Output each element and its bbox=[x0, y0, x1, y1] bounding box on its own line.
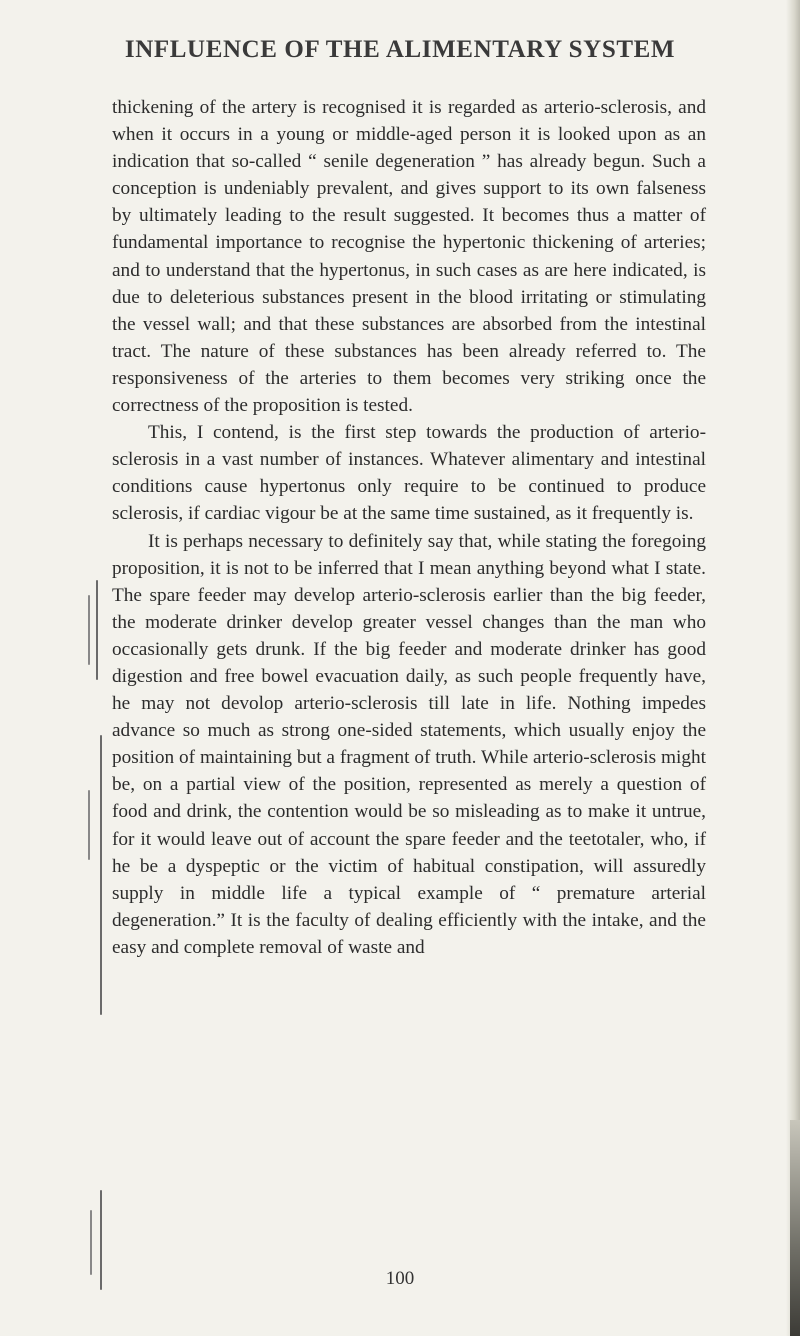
margin-mark-6 bbox=[90, 1210, 92, 1275]
page-number: 100 bbox=[385, 1268, 415, 1289]
paragraph-3: It is perhaps necessary to definitely say that, while stating the foregoing proposition, it is not to be inferred that I mean anything beyond what I state. The spare feeder may develop arterio-sclerosis earlier than the big feeder, the moderate drinker develop greater vessel changes than the man who occasionally gets drunk. If the big feeder and moderate drinker has good digestion and free bowel evacuation daily, as such people frequently have, he may not devolop arterio-sclerosis till late in life. Nothing impedes advance so much as strong one-sided statements, which usually enjoy the position of maintaining but a fragment of truth. While arterio-sclerosis might be, on a partial view of the position, represented as merely a question of food and drink, the contention would be so misleading as to make it untrue, for it would leave out of account the spare feeder and the teetotaler, who, if he be a dyspeptic or the victim of habitual constipation, will assuredly supply in middle life a typical example of “ premature arterial degeneration.” It is the faculty of dealing efficiently with the intake, and the easy and complete removal of waste and bbox=[112, 530, 706, 958]
page-edge-dark bbox=[790, 1120, 800, 1336]
margin-mark-4 bbox=[88, 790, 90, 860]
paragraph-2: This, I contend, is the first step towards the production of arterio-sclerosis in a vast number of instances. Whatever alimentary and intestinal conditions cause hypertonus only require to be continued to produce sclerosis, if cardiac vigour be at the same time sustained, as it frequently is. bbox=[112, 422, 706, 525]
margin-mark-3 bbox=[100, 735, 102, 1015]
running-head: INFLUENCE OF THE ALIMENTARY SYSTEM bbox=[124, 36, 676, 63]
paragraph-1: thickening of the artery is recognised it is regarded as arterio-sclerosis, and when it occurs in a young or middle-aged person it is looked upon as an indication that so-called “ senile degeneration ” has already begun. Such a conception is undeniably prevalent, and gives support to its own falseness by ultimately leading to the result suggested. It becomes thus a matter of fundamental importance to recognise the hypertonic thickening of arteries; and to understand that the hypertonus, in such cases as are here indicated, is due to deleterious substances present in the blood irritating or stimulating the vessel wall; and that these substances are absorbed from the intestinal tract. The nature of these substances has been already referred to. The responsiveness of the arteries to them becomes very striking once the correctness of the proposition is tested. bbox=[112, 97, 706, 417]
margin-mark-2 bbox=[88, 595, 90, 665]
body-text bbox=[112, 94, 706, 961]
margin-mark-1 bbox=[96, 580, 98, 680]
